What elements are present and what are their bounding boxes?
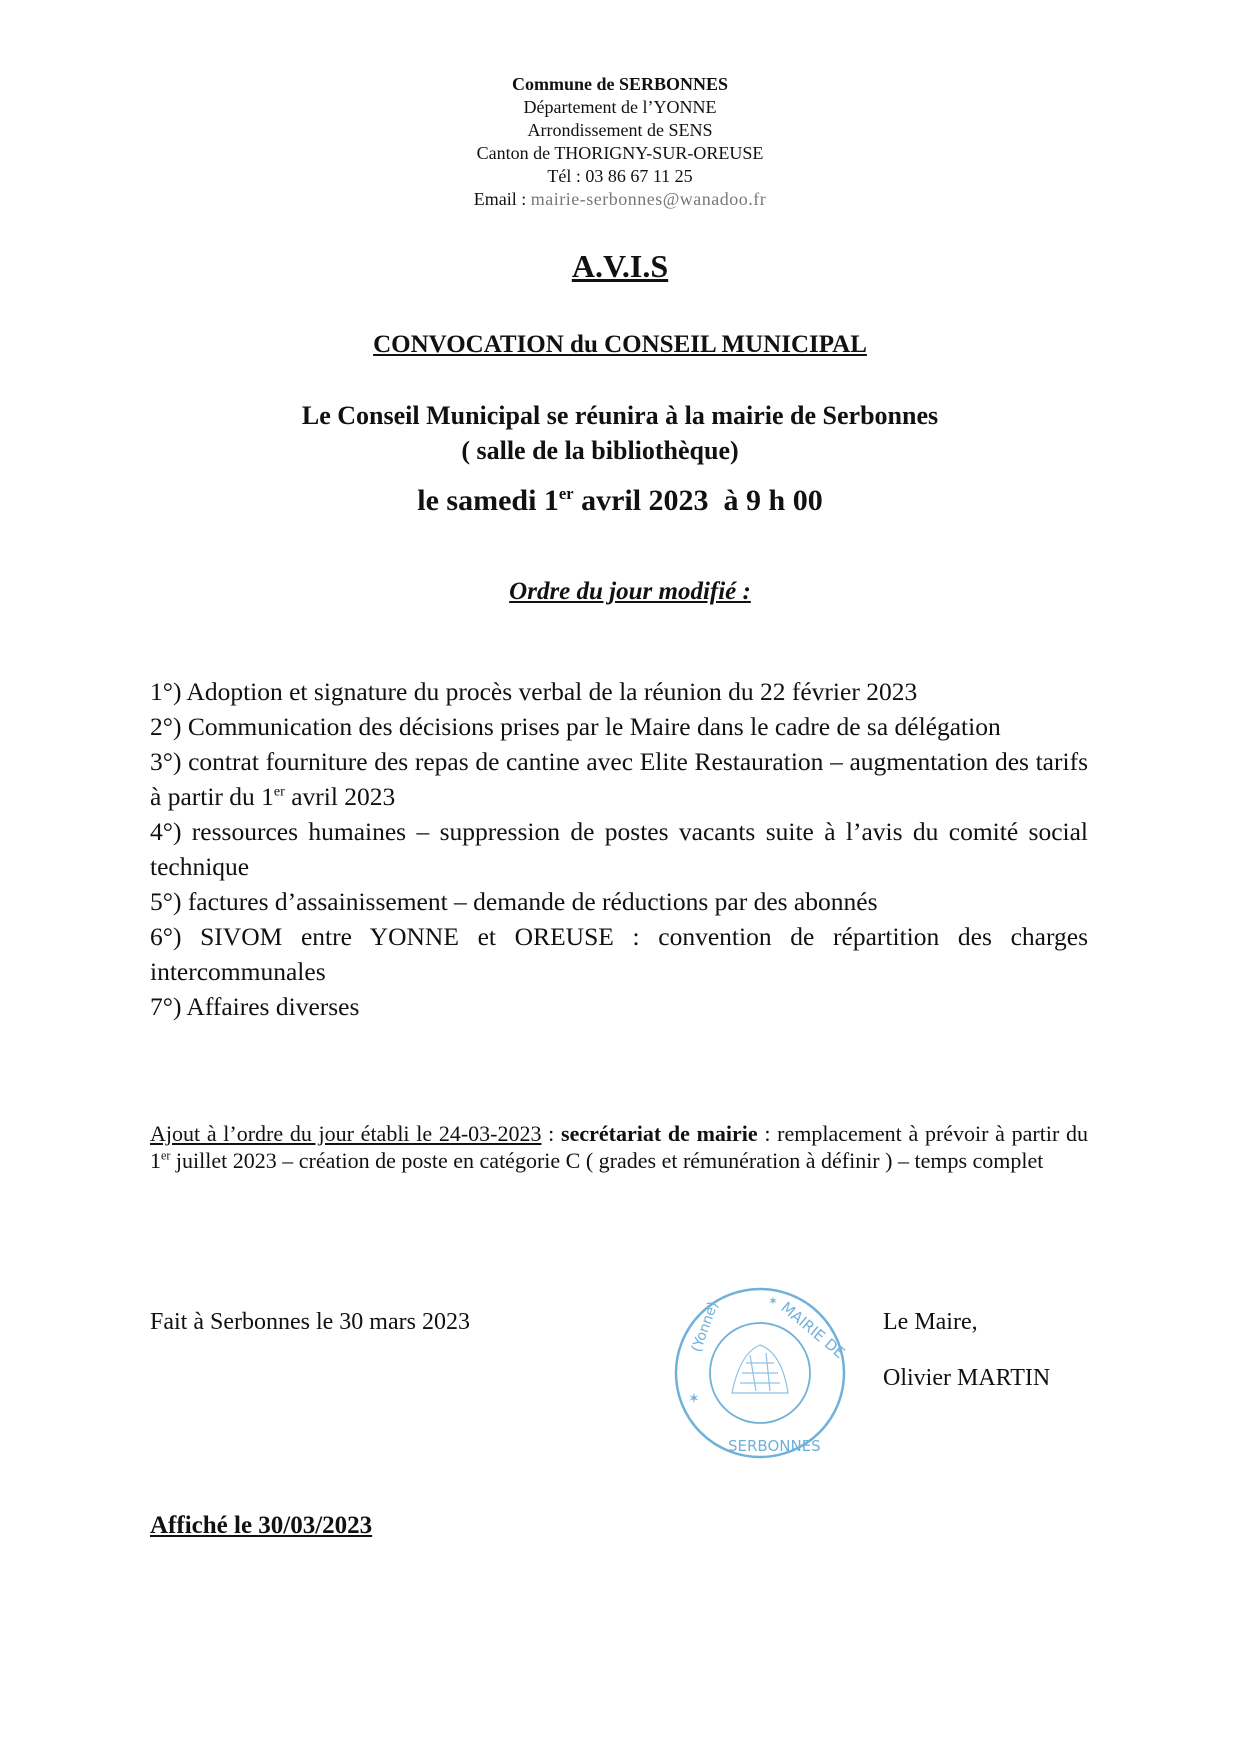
agenda-item: 4°) ressources humaines – suppression de postes vacants suite à l’avis du comité social technique <box>150 817 1088 881</box>
email-line <box>0 188 1240 211</box>
addition-heading: Ajout à l’ordre du jour établi le 24-03-2023 <box>150 1121 542 1146</box>
stamp-star-left: ✶ <box>688 1392 700 1407</box>
agenda-item-sup: er <box>273 784 285 800</box>
agenda-list <box>150 674 1088 1024</box>
commune-name: Commune de SERBONNES <box>511 74 729 94</box>
agenda-item <box>150 744 1088 814</box>
agenda-item: 1°) Adoption et signature du procès verbal de la réunion du 22 février 2023 <box>150 677 918 706</box>
mayor-name: Olivier MARTIN <box>883 1365 1051 1391</box>
meeting-date-prefix: le samedi 1 <box>417 484 559 517</box>
stamp-text-bottom: SERBONNES <box>728 1437 821 1455</box>
meeting-date-suffix: avril 2023 à 9 h 00 <box>573 484 823 517</box>
meeting-date <box>0 484 1240 518</box>
telephone: Tél : 03 86 67 11 25 <box>547 166 693 186</box>
agenda-title: Ordre du jour modifié : <box>509 578 751 605</box>
canton: Canton de THORIGNY-SUR-OREUSE <box>476 143 764 163</box>
mairie-stamp <box>670 1283 850 1463</box>
notice-title: A.V.I.S <box>571 248 669 284</box>
meeting-date-sup: er <box>558 484 574 503</box>
mayor-title: Le Maire, <box>883 1309 978 1335</box>
agenda-item-text: 3°) contrat fourniture des repas de cantine avec Elite Restauration – augmentation des tarifs à partir du 1 <box>150 747 1088 811</box>
arrondissement: Arrondissement de SENS <box>527 120 713 140</box>
agenda-item: 7°) Affaires diverses <box>150 992 360 1021</box>
agenda-item-text: avril 2023 <box>284 782 396 811</box>
agenda-item: 5°) factures d’assainissement – demande de réductions par des abonnés <box>150 887 878 916</box>
agenda-addition <box>150 1120 1088 1174</box>
convocation-title: CONVOCATION du CONSEIL MUNICIPAL <box>373 331 867 358</box>
stamp-star-top: ✶ <box>768 1294 779 1308</box>
addition-sep: : <box>541 1121 562 1146</box>
addition-text: : remplacement à prévoir à partir du 1 <box>150 1121 1088 1173</box>
agenda-item: 6°) SIVOM entre YONNE et OREUSE : convention de répartition des charges intercommunales <box>150 922 1088 986</box>
stamp-text-left: (Yonne) <box>688 1299 722 1355</box>
addition-text: juillet 2023 – création de poste en catégorie C ( grades et rémunération à définir ) – temps complet <box>170 1148 1044 1173</box>
letterhead <box>0 73 1240 211</box>
posted-date: Affiché le 30/03/2023 <box>150 1512 373 1539</box>
agenda-item: 2°) Communication des décisions prises par le Maire dans le cadre de sa délégation <box>150 712 1001 741</box>
stamp-emblem <box>732 1345 788 1393</box>
departement: Département de l’YONNE <box>523 97 717 117</box>
meeting-location: Le Conseil Municipal se réunira à la mairie de Serbonnes <box>301 401 939 430</box>
addition-sup: er <box>161 1148 171 1163</box>
addition-subject: secrétariat de mairie <box>561 1121 758 1146</box>
meeting-room: ( salle de la bibliothèque) <box>461 436 739 465</box>
email-label: Email : <box>473 189 531 209</box>
email-value: mairie-serbonnes@wanadoo.fr <box>530 189 767 209</box>
place-date: Fait à Serbonnes le 30 mars 2023 <box>150 1309 470 1335</box>
stamp-text-top: MAIRIE DE <box>777 1298 849 1363</box>
